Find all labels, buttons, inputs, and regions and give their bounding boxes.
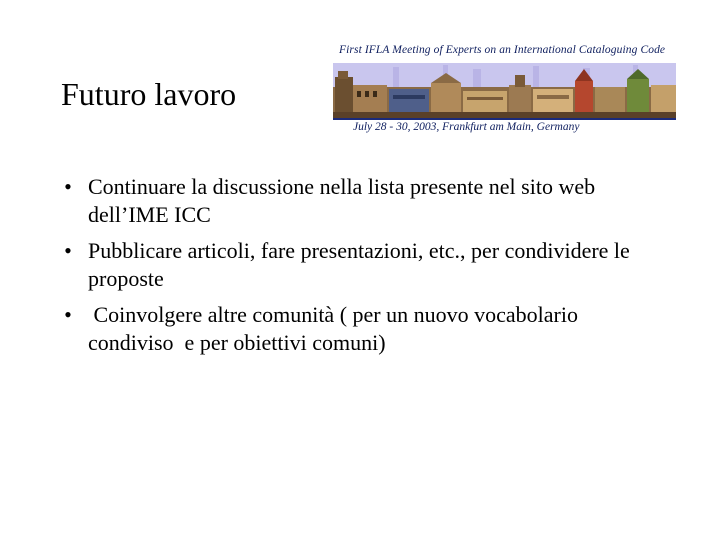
banner-top-text: First IFLA Meeting of Experts on an International Cataloguing Code bbox=[339, 44, 666, 56]
banner-top-strip bbox=[333, 43, 676, 65]
banner-bottom-strip bbox=[333, 118, 676, 137]
bullet-item bbox=[58, 173, 658, 229]
bullet-text: Pubblicare articoli, fare presentazioni, etc., per condividere le proposte bbox=[88, 238, 630, 291]
bullet-marker: • bbox=[64, 238, 72, 263]
bullet-marker: • bbox=[64, 302, 72, 327]
banner-bottom-text: July 28 - 30, 2003, Frankfurt am Main, Germany bbox=[353, 121, 580, 133]
bullet-list bbox=[58, 173, 658, 365]
bullet-text: Continuare la discussione nella lista presente nel sito web dell’IME ICC bbox=[88, 174, 596, 227]
bullet-item bbox=[58, 301, 658, 357]
skyline-illustration bbox=[333, 63, 676, 118]
bullet-text: Coinvolgere altre comunità ( per un nuovo vocabolario condiviso e per obiettivi comuni) bbox=[88, 302, 584, 355]
bullet-marker: • bbox=[64, 174, 72, 199]
slide-title: Futuro lavoro bbox=[61, 76, 237, 112]
conference-banner-image bbox=[333, 43, 676, 135]
bullet-item bbox=[58, 237, 658, 293]
